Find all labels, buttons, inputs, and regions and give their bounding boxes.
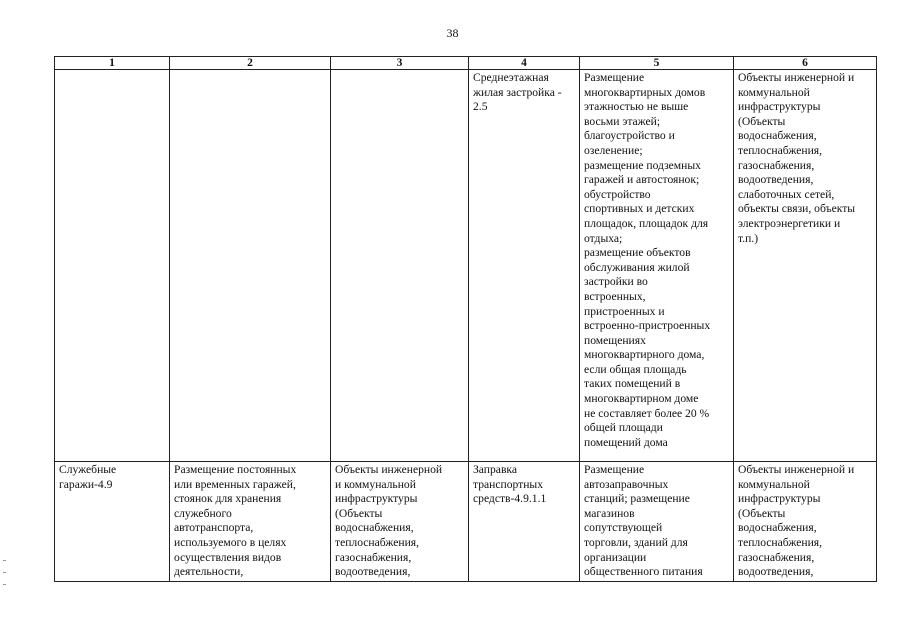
cell-text-line: станций; размещение [584,492,690,506]
cell-text-line: инфраструктуры [738,492,821,506]
page-number: 38 [446,26,459,40]
cell-text-line: сопутствующей [584,521,663,535]
cell-text-line: т.п.) [738,231,759,245]
cell-text-line: Объекты инженерной [335,463,443,476]
cell-text-line: водоснабжения, [738,521,817,535]
cell-text-line: или временных гаражей, [174,477,296,491]
column-header-5: 5 [580,57,734,70]
cell-text-line: обустройство [584,187,651,201]
cell-text-line: встроенно-пристроенных [584,319,711,333]
cell-text-line: многоквартирного дома, [584,348,705,362]
cell-text-line: деятельности, [174,565,244,579]
cell-text-line: транспортных [473,477,544,491]
table-row [55,70,877,462]
cell-text-line: обслуживания жилой [584,260,690,274]
cell-text-line: объекты связи, объекты [738,202,856,216]
cell-text-line: магазинов [584,506,635,520]
table-cell [331,462,469,582]
cell-text-line: осуществления видов [174,550,282,564]
cell-text-line: водоотведения, [738,565,814,579]
cell-text-line: спортивных и детских [584,202,695,216]
cell-text-line: размещение объектов [584,246,691,260]
scan-margin-mark [3,584,6,585]
cell-text-line: общественного питания [584,565,703,579]
cell-text-line: встроенных, [584,289,646,303]
cell-text-line: газоснабжения, [738,550,815,564]
cell-text-line: Заправка [473,463,518,476]
column-header-2: 2 [170,57,331,70]
column-header-3: 3 [331,57,469,70]
cell-text-line: и коммунальной [335,477,416,491]
cell-text-line: Служебные [59,463,117,476]
table-cell [170,70,331,462]
cell-text-line: водоотведения, [335,565,411,579]
cell-text-line: стоянок для хранения [174,492,282,506]
table-cell [580,462,734,582]
cell-text-line: теплоснабжения, [738,143,823,157]
cell-text-line: таких помещений в [584,377,681,391]
table-row [55,462,877,582]
cell-text-line: размещение подземных [584,158,701,172]
cell-text-line: пристроенных и [584,304,665,318]
cell-text-line: не составляет более 20 % [584,406,710,420]
header-row [55,57,877,70]
cell-text-line: многоквартирных домов [584,85,706,99]
table-cell [170,462,331,582]
cell-text-line: восьми этажей; [584,114,661,128]
cell-text-line: водоотведения, [738,173,814,187]
cell-text-line: используемого в целях [174,535,287,549]
table-cell [331,70,469,462]
cell-text-line: Размещение [584,71,645,84]
table-cell [55,70,170,462]
cell-text-line: слаботочных сетей, [738,187,835,201]
cell-text-line: теплоснабжения, [335,535,420,549]
cell-text-line: гаражи-4.9 [59,477,113,491]
cell-text-line: инфраструктуры [335,492,418,506]
cell-text-line: теплоснабжения, [738,535,823,549]
cell-text-line: помещений дома [584,435,668,449]
cell-text-line: коммунальной [738,85,810,99]
cell-text-line: газоснабжения, [738,158,815,172]
cell-text-line: водоснабжения, [738,129,817,143]
cell-text-line: средств-4.9.1.1 [473,492,547,506]
cell-text-line: Объекты инженерной и [738,463,855,476]
table-cell [55,462,170,582]
cell-text-line: электроэнергетики и [738,216,841,230]
cell-text-line: (Объекты [335,506,383,520]
column-header-6: 6 [734,57,877,70]
table-cell [469,70,580,462]
cell-text-line: гаражей и автостоянок; [584,173,700,187]
cell-text-line: общей площади [584,421,663,435]
table-cell [734,70,877,462]
cell-text-line: Размещение постоянных [174,463,297,476]
cell-text-line: многоквартирном доме [584,392,699,406]
cell-text-line: озеленение; [584,143,643,157]
cell-text-line: благоустройство и [584,129,675,143]
cell-text-line: отдыха; [584,231,623,245]
table-cell [734,462,877,582]
land-use-table [54,56,877,582]
cell-text-line: водоснабжения, [335,521,414,535]
cell-text-line: (Объекты [738,114,786,128]
cell-text-line: помещениях [584,333,646,347]
cell-text-line: организации [584,550,647,564]
cell-text-line: торговли, зданий для [584,535,688,549]
cell-text-line: Объекты инженерной и [738,71,855,84]
cell-text-line: этажностью не выше [584,100,689,114]
cell-text-line: газоснабжения, [335,550,412,564]
cell-text-line: 2.5 [473,100,488,114]
cell-text-line: если общая площадь [584,362,687,376]
cell-text-line: Среднеэтажная [473,71,549,84]
cell-text-line: коммунальной [738,477,810,491]
table-cell [580,70,734,462]
cell-text-line: (Объекты [738,506,786,520]
cell-text-line: автозаправочных [584,477,669,491]
table-cell [469,462,580,582]
scan-margin-mark [3,560,6,561]
cell-text-line: застройки во [584,275,648,289]
cell-text-line: площадок, площадок для [584,216,709,230]
cell-text-line: автотранспорта, [174,521,254,535]
scan-margin-mark [3,572,6,573]
column-header-1: 1 [55,57,170,70]
cell-text-line: жилая застройка - [473,85,562,99]
column-header-4: 4 [469,57,580,70]
cell-text-line: Размещение [584,463,645,476]
cell-text-line: инфраструктуры [738,100,821,114]
cell-text-line: служебного [174,506,232,520]
